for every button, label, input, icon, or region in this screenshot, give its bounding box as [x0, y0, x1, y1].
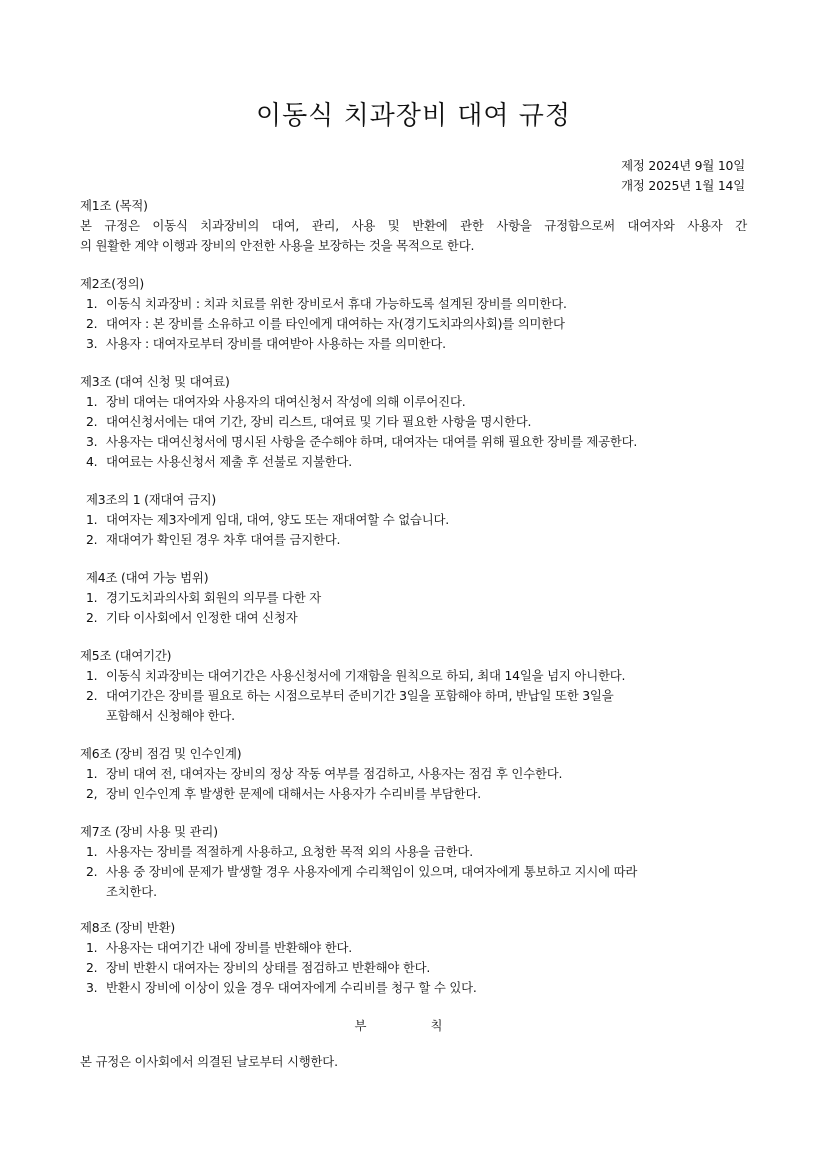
- list-item: 2. 대여신청서에는 대여 기간, 장비 리스트, 대여료 및 기타 필요한 사항을 명시한다.: [86, 414, 532, 429]
- list-item: 2, 장비 인수인계 후 발생한 문제에 대해서는 사용자가 수리비를 부담한다.: [86, 786, 481, 801]
- enacted-date: 제정 2024년 9월 10일: [621, 158, 745, 173]
- list-item: 2. 재대여가 확인된 경우 차후 대여를 금지한다.: [86, 532, 341, 547]
- list-item: 3. 사용자 : 대여자로부터 장비를 대여받아 사용하는 자를 의미한다.: [86, 336, 446, 351]
- list-item-continuation: 조치한다.: [106, 884, 157, 899]
- article2-heading: 제2조(정의): [80, 276, 145, 291]
- article1-body-line1: 본 규정은 이동식 치과장비의 대여, 관리, 사용 및 반환에 관한 사항을 규정함으로써 대여자와 사용자 간: [80, 218, 747, 233]
- list-item: 1. 사용자는 대여기간 내에 장비를 반환해야 한다.: [86, 940, 353, 955]
- amended-date: 개정 2025년 1월 14일: [621, 178, 745, 193]
- list-item: 2. 장비 반환시 대여자는 장비의 상태를 점검하고 반환해야 한다.: [86, 960, 431, 975]
- list-item: 1. 이동식 치과장비는 대여기간은 사용신청서에 기재함을 원칙으로 하되, 최대 14일을 넘지 아니한다.: [86, 668, 626, 683]
- list-item: 2. 사용 중 장비에 문제가 발생할 경우 사용자에게 수리책임이 있으며, 대여자에게 통보하고 지시에 따라: [86, 864, 638, 879]
- list-item: 1. 경기도치과의사회 회원의 의무를 다한 자: [86, 590, 322, 605]
- article3-heading: 제3조 (대여 신청 및 대여료): [80, 374, 230, 389]
- article1-body-line2: 의 원활한 계약 이행과 장비의 안전한 사용을 보장하는 것을 목적으로 한다.: [80, 238, 475, 253]
- list-item: 1. 대여자는 제3자에게 임대, 대여, 양도 또는 재대여할 수 없습니다.: [86, 512, 450, 527]
- addendum-heading: 부 칙: [354, 1018, 473, 1033]
- article4-heading: 제4조 (대여 가능 범위): [86, 570, 209, 585]
- article8-heading: 제8조 (장비 반환): [80, 920, 176, 935]
- article3-1-heading: 제3조의 1 (재대여 금지): [86, 492, 217, 507]
- revision-dates: [621, 156, 745, 196]
- list-item: 3. 사용자는 대여신청서에 명시된 사항을 준수해야 하며, 대여자는 대여를 위해 필요한 장비를 제공한다.: [86, 434, 638, 449]
- addendum-body: 본 규정은 이사회에서 의결된 날로부터 시행한다.: [80, 1054, 338, 1069]
- list-item: 2. 대여기간은 장비를 필요로 하는 시점으로부터 준비기간 3일을 포함해야 하며, 반납일 또한 3일을: [86, 688, 614, 703]
- article7-heading: 제7조 (장비 사용 및 관리): [80, 824, 218, 839]
- article1-heading: 제1조 (목적): [80, 198, 148, 213]
- list-item-continuation: 포함해서 신청해야 한다.: [106, 708, 235, 723]
- list-item: 1. 이동식 치과장비 : 치과 치료를 위한 장비로서 휴대 가능하도록 설계된 장비를 의미한다.: [86, 296, 567, 311]
- list-item: 2. 대여자 : 본 장비를 소유하고 이를 타인에게 대여하는 자(경기도치과의사회)를 의미한다: [86, 316, 565, 331]
- list-item: 4. 대여료는 사용신청서 제출 후 선불로 지불한다.: [86, 454, 353, 469]
- list-item: 1. 장비 대여 전, 대여자는 장비의 정상 작동 여부를 점검하고, 사용자는 점검 후 인수한다.: [86, 766, 563, 781]
- document-title: 이동식 치과장비 대여 규정: [255, 101, 572, 131]
- list-item: 1. 사용자는 장비를 적절하게 사용하고, 요청한 목적 외의 사용을 금한다.: [86, 844, 473, 859]
- article6-heading: 제6조 (장비 점검 및 인수인계): [80, 746, 242, 761]
- article5-heading: 제5조 (대여기간): [80, 648, 172, 663]
- list-item: 2. 기타 이사회에서 인정한 대여 신청자: [86, 610, 298, 625]
- list-item: 3. 반환시 장비에 이상이 있을 경우 대여자에게 수리비를 청구 할 수 있다.: [86, 980, 477, 995]
- list-item: 1. 장비 대여는 대여자와 사용자의 대여신청서 작성에 의해 이루어진다.: [86, 394, 466, 409]
